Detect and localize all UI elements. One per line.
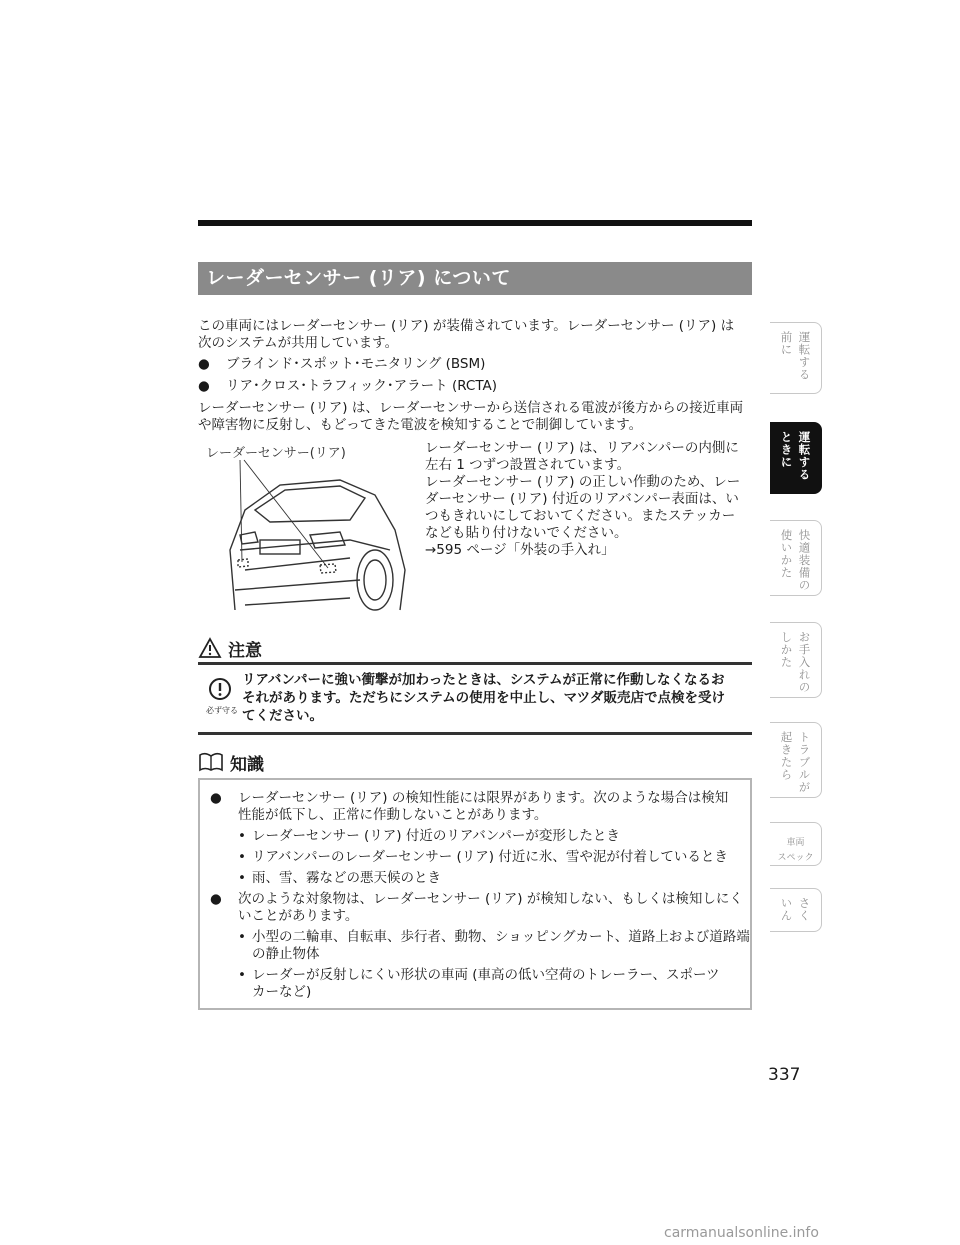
knowledge-box: [198, 778, 752, 1010]
tab-label: トラブルが: [797, 731, 812, 794]
sub-bullet-icon: •: [238, 929, 246, 945]
figure-side-text: [425, 440, 740, 559]
system-item-rcta: [198, 378, 497, 395]
bullet-icon: ●: [198, 378, 210, 394]
side-text-line: ダーセンサー (リア) 付近のリアバンパー表面は、い: [425, 491, 739, 507]
car-rear-illustration: [200, 440, 410, 620]
knowledge-sub-line: カーなど): [252, 984, 312, 1000]
tab-label: しかた: [779, 631, 794, 669]
side-text-line: つもきれいにしておいてください。またステッカー: [425, 508, 736, 524]
caution-line: リアバンパーに強い衝撃が加わったときは、システムが正常に作動しなくなるお: [242, 672, 725, 688]
exclamation-circle-icon: [208, 677, 232, 701]
open-book-icon: [198, 751, 224, 773]
knowledge-label: 知識: [230, 754, 264, 775]
must-follow-label: 必ず守る: [206, 706, 238, 715]
bullet-icon: ●: [198, 356, 210, 372]
page-reference-link[interactable]: →595 ページ「外装の手入れ」: [425, 542, 615, 558]
system-label: ブラインド･スポット･モニタリング (BSM): [226, 356, 486, 372]
tab-maintenance[interactable]: [770, 622, 822, 698]
tab-label: スペック: [777, 853, 814, 863]
watermark: carmanualsonline.info: [664, 1225, 819, 1241]
tab-label: いん: [779, 897, 794, 922]
tab-label: 使いかた: [779, 529, 794, 579]
section-title: レーダーセンサー (リア) について: [198, 262, 752, 295]
sub-bullet-icon: •: [238, 967, 246, 983]
knowledge-sub-line: 小型の二輪車、自転車、歩行者、動物、ショッピングカート、道路上および道路端: [252, 929, 750, 945]
knowledge-heading: [198, 750, 264, 774]
tab-specifications[interactable]: [770, 822, 822, 866]
tab-index[interactable]: [770, 888, 822, 932]
knowledge-sub-line: レーダーセンサー (リア) 付近のリアバンパーが変形したとき: [252, 828, 620, 844]
tab-label: さく: [797, 897, 812, 922]
bullet-icon: ●: [210, 891, 222, 907]
tab-label: 快適装備の: [797, 529, 812, 592]
caution-line: てください。: [242, 708, 323, 724]
tab-before-driving[interactable]: [770, 322, 822, 394]
knowledge-item-line: いことがあります。: [238, 908, 359, 924]
knowledge-sub-line: リアバンパーのレーダーセンサー (リア) 付近に氷、雪や泥が付着しているとき: [252, 849, 728, 865]
description-line-1: レーダーセンサー (リア) は、レーダーセンサーから送信される電波が後方からの接近車両: [198, 400, 744, 416]
system-item-bsm: [198, 356, 485, 373]
system-label: リア･クロス･トラフィック･アラート (RCTA): [226, 378, 498, 394]
caution-line: それがあります。ただちにシステムの使用を中止し、マツダ販売店で点検を受け: [242, 690, 726, 706]
side-text-line: レーダーセンサー (リア) は、リアバンパーの内側に: [425, 440, 739, 456]
sub-bullet-icon: •: [238, 849, 246, 865]
tab-label: お手入れの: [797, 631, 812, 694]
caution-text: [242, 671, 725, 725]
warning-triangle-icon: [198, 637, 222, 659]
page-number: 337: [768, 1065, 801, 1085]
caution-heading: [198, 636, 262, 660]
side-text-line: レーダーセンサー (リア) の正しい作動のため、レー: [425, 474, 741, 490]
tab-label: 起きたら: [779, 731, 794, 781]
knowledge-sub-line: 雨、雪、霧などの悪天候のとき: [252, 870, 441, 886]
sub-bullet-icon: •: [238, 828, 246, 844]
tab-label: 運転する: [797, 431, 812, 481]
tab-comfort-features[interactable]: [770, 520, 822, 596]
sub-bullet-icon: •: [238, 870, 246, 886]
tab-while-driving[interactable]: [770, 422, 822, 494]
knowledge-item-line: 次のような対象物は、レーダーセンサー (リア) が検知しない、もしくは検知しにく: [238, 891, 743, 907]
knowledge-sub-line: の静止物体: [252, 946, 320, 962]
caution-box: [198, 662, 752, 735]
knowledge-item-line: 性能が低下し、正常に作動しないことがあります。: [238, 807, 548, 823]
caution-label: 注意: [228, 640, 262, 661]
intro-line-2: 次のシステムが共用しています。: [198, 335, 399, 351]
side-text-line: 左右 1 つずつ設置されています。: [425, 457, 631, 473]
tab-troubleshooting[interactable]: [770, 722, 822, 798]
side-text-line: なども貼り付けないでください。: [425, 525, 628, 541]
tab-label: ときに: [779, 431, 794, 469]
tab-label: 車両: [786, 838, 805, 848]
knowledge-item-line: レーダーセンサー (リア) の検知性能には限界があります。次のような場合は検知: [238, 790, 729, 806]
description-line-2: や障害物に反射し、もどってきた電波を検知することで制御しています。: [198, 417, 643, 433]
top-rule: [198, 220, 752, 226]
tab-label: 運転する: [797, 331, 812, 381]
tab-label: 前に: [779, 331, 794, 356]
intro-line-1: この車両にはレーダーセンサー (リア) が装備されています。レーダーセンサー (リア) は: [198, 318, 735, 334]
figure-caption: レーダーセンサー(リア): [206, 446, 346, 461]
knowledge-sub-line: レーダーが反射しにくい形状の車両 (車高の低い空荷のトレーラー、スポーツ: [252, 967, 720, 983]
bullet-icon: ●: [210, 790, 222, 806]
